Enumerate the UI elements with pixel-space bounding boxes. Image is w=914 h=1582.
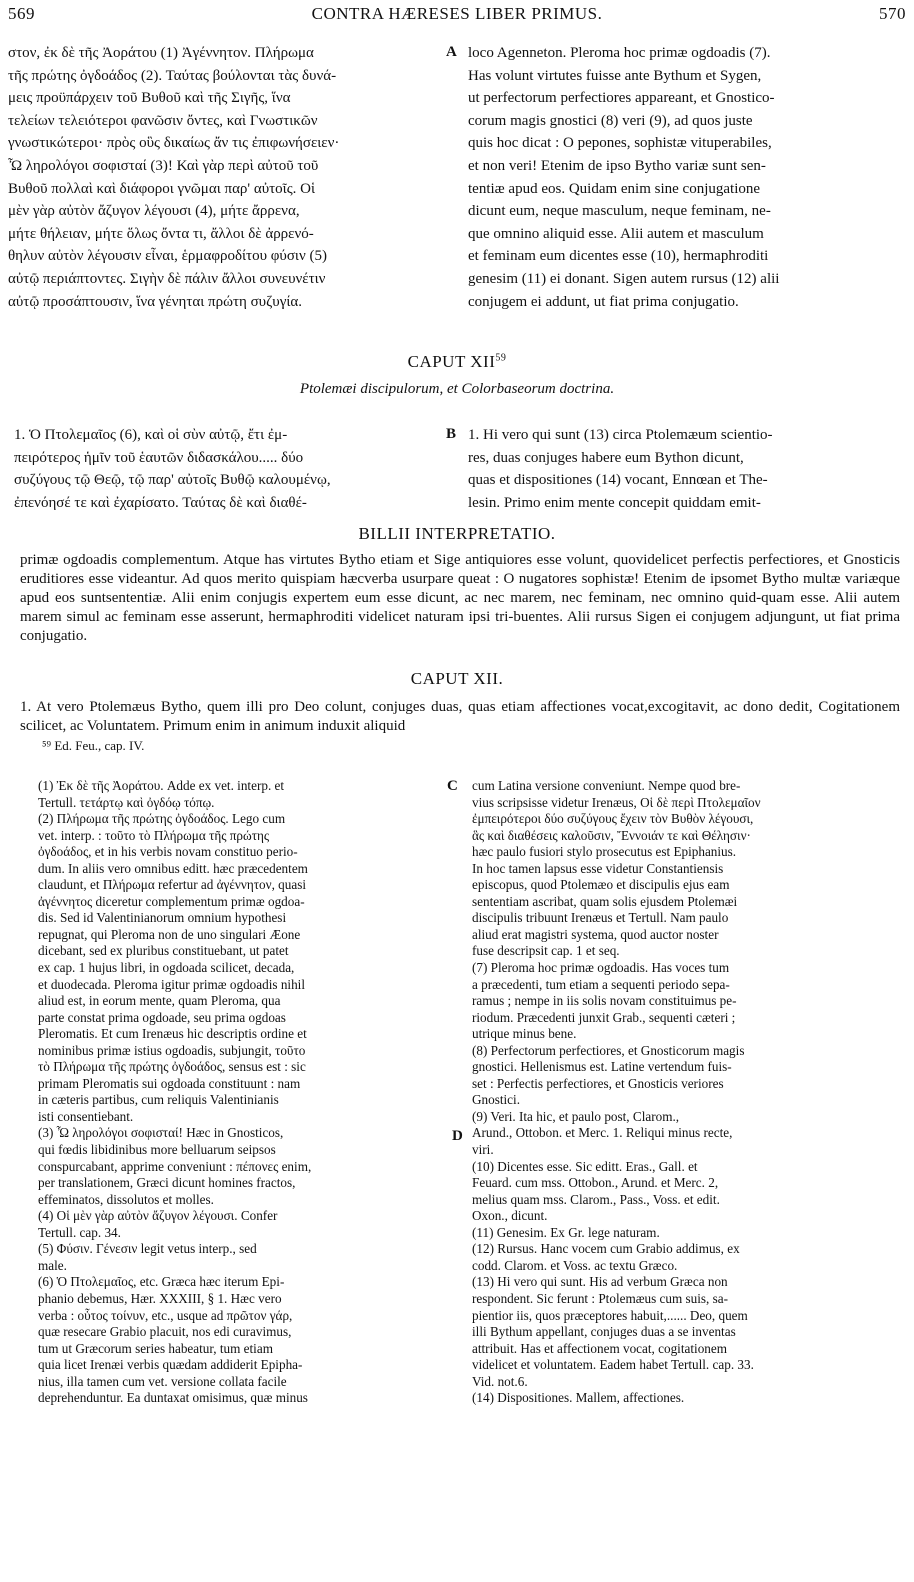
note-line: (3) Ὦ ληρολόγοι σοφισταί! Hæc in Gnosticos, [38, 1125, 284, 1141]
note-line: dum. In aliis vero omnibus editt. hæc præcedentem [38, 860, 308, 876]
greek-line: Ὦ ληρολόγοι σοφισταί (3)! Καὶ γὰρ περὶ αὐτοῦ τοῦ [8, 157, 319, 174]
latin-line: que omnino aliquid esse. Alii autem et masculum [468, 225, 764, 242]
note-line: ramus ; nempe in iis solis novam constituimus pe- [472, 993, 737, 1009]
latin-line: dicunt eum, neque masculum, neque feminam, ne- [468, 203, 771, 220]
note-line: tum ut Græcorum series habeatur, tum etiam [38, 1340, 273, 1356]
note-line: (7) Pleroma hoc primæ ogdoadis. Has voces tum [472, 960, 730, 976]
note-line: codd. Clarom. et Voss. ac textu Græco. [472, 1257, 678, 1273]
note-line: Arund., Ottobon. et Merc. 1. Reliqui minus recte, [472, 1125, 733, 1141]
note-line: repugnat, qui Pleroma non de uno singulari Æone [38, 926, 301, 942]
note-line: hæc paulo fusiori stylo prosecutus est Epiphanius. [472, 844, 737, 860]
note-line: τὸ Πλήρωμα τῆς πρώτης ὀγδοάδος, sensus est : sic [38, 1059, 306, 1075]
note-line: dicebant, sed ex pluribus constituebant, ut patet [38, 943, 289, 959]
note-line: in cæteris partibus, cum reliquis Valentinianis [38, 1092, 279, 1108]
latin-line: conjugem ei addunt, ut fiat prima conjugatio. [468, 293, 739, 310]
chapter-latin-text [20, 698, 900, 736]
latin-line: corum magis gnostici (8) veri (9), ad quos juste [468, 112, 753, 129]
note-line: (4) Οἱ μὲν γὰρ αὐτὸν ἄζυγον λέγουσι. Confer [38, 1208, 278, 1224]
greek-line: ἐπενόησέ τε καὶ ἐχαρίσατο. Ταύτας δὲ καὶ διαθέ- [14, 494, 307, 511]
greek-line: 1. Ὁ Πτολεμαῖος (6), καὶ οἱ σὺν αὐτῷ, ἔτι ἐμ- [14, 427, 288, 443]
greek-chapter-column [14, 424, 440, 514]
greek-text-column [8, 42, 440, 313]
note-line: sententiam ascribat, quam solis ejusdem Ptolemæi [472, 893, 738, 909]
billii-line: buentes. Alii rursus Sigen ei conjugem adjungunt, ut fiat prima conjugatio. [20, 609, 900, 644]
note-line: ἀγέννητος diceretur complementum primæ ogdoa- [38, 893, 305, 909]
note-line: (12) Rursus. Hanc vocem cum Grabio addimus, ex [472, 1241, 740, 1257]
greek-line: μήτε θήλειαν, μήτε ὅλως ὄντα τι, ἄλλοι δὲ ἀρρενό- [8, 225, 314, 242]
margin-mark-b: B [446, 426, 457, 442]
note-line: Tertull. cap. 34. [38, 1224, 121, 1240]
note-line: aliud erat magistri systema, quod auctor noster [472, 926, 719, 942]
note-line: Feuard. cum mss. Ottobon., Arund. et Merc. 2, [472, 1175, 719, 1191]
note-line: cum Latina versione conveniunt. Nempe quod bre- [472, 778, 741, 793]
note-line: melius quam mss. Clarom., Pass., Voss. et edit. [472, 1191, 720, 1207]
greek-line: μεις προϋπάρχειν τοῦ Βυθοῦ καὶ τῆς Σιγῆς, ἵνα [8, 90, 291, 107]
billii-line: sententiæ. Alii enim conjugis expertem eum esse dicunt, ac nec marem, nec feminam, nec omnino quid- [105, 590, 762, 606]
note-line: isti consentiebant. [38, 1108, 134, 1124]
note-line: vius scripsisse videtur Irenæus, Οἱ δὲ περὶ Πτολεμαῖον [472, 794, 761, 810]
note-line: phanio debemus, Hær. XXXIII, § 1. Hæc vero [38, 1290, 282, 1306]
notes-left-column [38, 778, 438, 1407]
note-line: Vid. not.6. [472, 1373, 528, 1389]
note-line: Gnostici. [472, 1092, 520, 1108]
billii-interpretation [20, 551, 900, 646]
latin-line: quas et dispositiones (14) vocant, Ennœan et The- [468, 472, 768, 489]
billii-heading: BILLII INTERPRETATIO. [358, 524, 556, 543]
note-line: effeminatos, dissolutos et molles. [38, 1191, 214, 1207]
note-line: ἃς καὶ διαθέσεις καλοῦσιν, Ἔννοιάν τε καὶ Θέλησιν· [472, 827, 751, 843]
margin-mark-c: C [447, 778, 458, 794]
note-line: vet. interp. : τοῦτο τὸ Πλήρωμα τῆς πρώτης [38, 827, 270, 843]
note-line: conspurcabant, apprime conveniunt : πέπονες enim, [38, 1158, 312, 1174]
greek-line: πειρότερος ἡμῖν τοῦ ἑαυτῶν διδασκάλου..... δύο [14, 449, 304, 466]
latin-line: lesin. Primo enim mente concepit quiddam emit- [468, 494, 761, 511]
note-line: claudunt, et Πλήρωμα refertur ad ἀγέννητον, quasi [38, 877, 307, 893]
greek-line: αὐτῷ περιάπτοντες. Σιγὴν δὲ πάλιν ἄλλοι συνευνέτιν [8, 270, 326, 287]
note-line: deprehenduntur. Ea duntaxat omisimus, quæ minus [38, 1390, 308, 1406]
note-line: a præcedenti, tum etiam a sequenti periodo sepa- [472, 976, 730, 992]
billii-line: primæ ogdoadis complementum. Atque has virtutes Bytho etiam et Sige antiquiores esse volunt, quo [20, 552, 636, 568]
running-title: CONTRA HÆRESES LIBER PRIMUS. [311, 4, 603, 23]
greek-line: Βυθοῦ πολλαὶ καὶ διάφοροι γνῶμαι παρ' αὐτοῖς. Οἱ [8, 180, 316, 197]
greek-line: τῆς πρώτης ὀγδοάδος (2). Ταύτας βούλονται τὰς δυνά- [8, 67, 337, 84]
note-line: viri. [472, 1142, 494, 1158]
note-line: parte constat prima ogdoade, seu prima ogdoas [38, 1009, 286, 1025]
note-line: dis. Sed id Valentinianorum omnium hypothesi [38, 910, 287, 926]
note-line: per translationem, Græci dicunt homines fractos, [38, 1175, 296, 1191]
note-line: quia licet Irenæi verbis quædam addiderit Epipha- [38, 1357, 303, 1373]
latin-line: loco Agenneton. Pleroma hoc primæ ogdoadis (7). [468, 45, 771, 61]
note-line: (5) Φύσιν. Γένεσιν legit vetus interp., sed [38, 1241, 257, 1257]
note-line: riodum. Præcedenti junxit Grab., sequenti cæteri ; [472, 1009, 736, 1025]
note-line: (10) Dicentes esse. Sic editt. Eras., Gall. et [472, 1158, 698, 1174]
latin-line: Has volunt virtutes fuisse ante Bythum et Sygen, [468, 67, 762, 84]
note-line: fuse descripsit cap. 1 et seq. [472, 943, 620, 959]
chapter-heading: CAPUT XII$^{59}$ [407, 352, 507, 371]
billii-line: videlicet perfectis perfectiores, et Gnosticis eruditiores esse videantur. Ad quos merito quispiam hæc [20, 552, 900, 587]
latin-line: quis hoc dicat : O pepones, sophistæ vituperabiles, [468, 135, 772, 152]
latin-line: 1. Hi vero qui sunt (13) circa Ptolemæum scientio- [468, 427, 773, 443]
note-line: illi Bythum appellant, conjuges duas a se inventas [472, 1324, 736, 1340]
note-line: (14) Dispositiones. Mallem, affectiones. [472, 1390, 685, 1406]
chapter-line: 1. At vero Ptolemæus Bytho, quem illi pro Deo colunt, conjuges duas, quas etiam affectiones vocat, [20, 699, 648, 715]
margin-mark-d: D [452, 1128, 463, 1144]
latin-line: et feminam eum dicentes esse (10), hermaphroditi [468, 248, 769, 265]
note-line: ἐμπειρότεροι δύο συζύγους ἔχειν τὸν Βυθὸν λέγουσι, [472, 811, 754, 827]
greek-line: τελείων τελειότεροι φανῶσιν ὄντες, καὶ Γνωστικῶν [8, 112, 318, 129]
latin-line: res, duas conjuges habere eum Bython dicunt, [468, 449, 744, 466]
note-line: In hoc tamen lapsus esse videtur Constantiensis [472, 860, 724, 876]
notes-right-column [472, 778, 902, 1407]
greek-line: συζύγους τῷ Θεῷ, τῷ παρ' αὐτοῖς Βυθῷ καλουμένῳ, [14, 472, 331, 489]
note-line: ex cap. 1 hujus libri, in ogdoada scilicet, decada, [38, 960, 295, 976]
running-header [8, 4, 906, 30]
note-line: nius, illa tamen cum vet. versione collata facile [38, 1373, 287, 1389]
latin-chapter-column [468, 424, 902, 514]
note-line: male. [38, 1257, 67, 1273]
note-line: Tertull. τετάρτῳ καὶ ὀγδόῳ τόπῳ. [38, 794, 215, 810]
greek-line: θηλυν αὐτὸν λέγουσιν εἶναι, ἑρμαφροδίτου φύσιν (5) [8, 248, 327, 265]
note-line: set : Perfectis perfectiores, et Gnosticis veriores [472, 1075, 724, 1091]
note-line: videlicet et voluntatem. Eadem habet Tertull. cap. 33. [472, 1357, 754, 1373]
billii-line: quam esse. Alii autem marem simul ac feminam esse asserunt, hermaphroditi videlicet naturam ipsi tri- [20, 590, 900, 625]
note-line: aliud est, in eorum mente, quam Pleroma, qua [38, 993, 281, 1009]
note-line: utrique minus bene. [472, 1026, 577, 1042]
greek-line: μὲν γὰρ αὐτὸν ἄζυγον λέγουσι (4), μήτε ἄρρενα, [8, 203, 300, 220]
note-line: quæ resecare Grabio placuit, nos edi curavimus, [38, 1324, 292, 1340]
footnote-reference: ⁵⁹ Ed. Feu., cap. IV. [42, 738, 145, 753]
greek-line: γνωστικώτεροι· πρὸς οὓς δικαίως ἄν τις ἐπιφωνήσειεν· [8, 135, 340, 152]
note-line: primam Pleromatis sui ogdoada constituunt : nam [38, 1075, 301, 1091]
note-line: verba : οὗτος τοίνυν, etc., usque ad πρῶτον γάρ, [38, 1307, 293, 1323]
page-number-right: 570 [879, 4, 906, 23]
note-line: et duodecada. Pleroma igitur primæ ogdoadis nihil [38, 976, 305, 992]
greek-line: αὐτῷ προσάπτουσιν, ἵνα γένηται πρώτη συζυγία. [8, 293, 303, 310]
page-number-left: 569 [8, 4, 35, 23]
note-line: nominibus primæ istius ogdoadis, subjungit, τοῦτο [38, 1042, 306, 1058]
note-line: (6) Ὁ Πτολεμαῖος, etc. Græca hæc iterum Epi- [38, 1274, 285, 1290]
note-line: episcopus, quod Ptolemæo et discipulis ejus eam [472, 877, 730, 893]
margin-mark-a: A [446, 44, 457, 60]
note-line: respondent. Sic ferunt : Ptolemæus cum suis, sa- [472, 1290, 729, 1306]
note-line: pientior iis, quos præceptores habuit,...... Deo, quem [472, 1307, 748, 1323]
greek-line: στον, ἐκ δὲ τῆς Ἀοράτου (1) Ἀγέννητον. Πλήρωμα [8, 45, 314, 61]
note-line: (9) Veri. Ita hic, et paulo post, Clarom., [472, 1108, 680, 1124]
billii-line: verba usurpare queat : O nugatores sophistæ! Etenim de ipsomet Bytho multæ variæque apud eos sunt [20, 571, 900, 606]
latin-text-column [468, 42, 902, 313]
chapter-heading-latin: CAPUT XII. [410, 669, 504, 688]
note-line: ὀγδοάδος, et in his verbis novam constituo perio- [38, 844, 298, 860]
note-line: attribuit. Has et affectionem vocat, cogitationem [472, 1340, 727, 1356]
latin-line: tentiæ apud eos. Quidam enim sine conjugatione [468, 180, 761, 197]
note-line: (1) Ἐκ δὲ τῆς Ἀοράτου. Adde ex vet. interp. et [38, 778, 285, 793]
note-line: (11) Genesim. Ex Gr. lege naturam. [472, 1224, 660, 1240]
chapter-subtitle: Ptolemæi discipulorum, et Colorbaseorum doctrina. [299, 381, 615, 397]
note-line: qui fœdis libidinibus more belluarum seipsos [38, 1142, 276, 1158]
note-line: discipulis tribuunt Irenæus et Tertull. Nam paulo [472, 910, 729, 926]
chapter-line: excogitavit, ac dono dedit, Cogitationem scilicet, ac Voluntatem. Primum enim in animum induxit aliquid [20, 699, 901, 734]
note-line: (2) Πλήρωμα τῆς πρώτης ὀγδοάδος. Lego cum [38, 811, 286, 827]
note-line: (13) Hi vero qui sunt. His ad verbum Græca non [472, 1274, 728, 1290]
note-line: Oxon., dicunt. [472, 1208, 548, 1224]
note-line: gnostici. Hellenismus est. Latine vertendum fuis- [472, 1059, 732, 1075]
note-line: (8) Perfectorum perfectiores, et Gnosticorum magis [472, 1042, 745, 1058]
latin-line: et non veri! Etenim de ipso Bytho variæ sunt sen- [468, 157, 766, 174]
note-line: Pleromatis. Et cum Irenæus hic descriptis ordine et [38, 1026, 307, 1042]
latin-line: genesim (11) ei donant. Sigen autem rursus (12) alii [468, 270, 780, 287]
latin-line: ut perfectorum perfectiores appareant, et Gnostico- [468, 90, 775, 107]
